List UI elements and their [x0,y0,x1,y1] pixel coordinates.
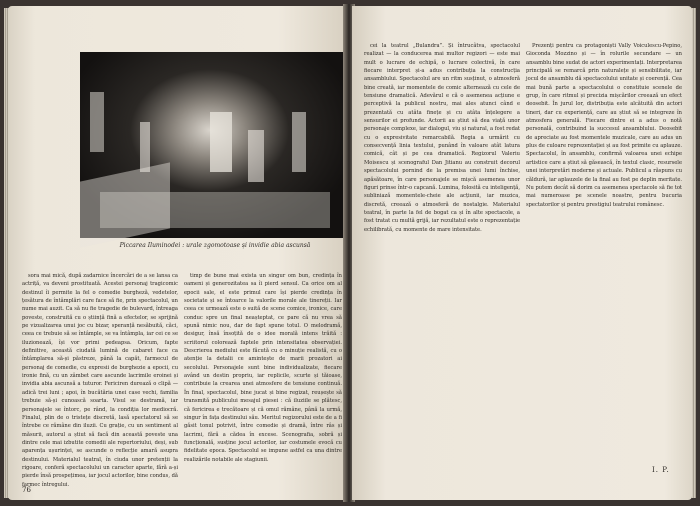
left-page [8,6,346,500]
right-page [352,6,692,500]
paragraph: cei la teatrul „Bulandra”. Și întrucâtva, spectacolul realizat — la conducerea mai multor regizori — este mai mult o lucrare de echipă, o lucrare colectivă, în care fiecare interpret și-a adus contribuția la construcția ansamblului. Spectacolul are un ritm susținut, o atmosferă bine creată, iar momentele de comic alternează cu cele de tensiune dramatică. Adevărul e că o asemenea acțiune e perceptivă la publicul nostru, mai ales atunci când e prezentată cu atâta finețe și cu atâta înțelegere a sensurilor ei profunde. Actorii au știut să dea viață unor personaje complexe, iar dialogul, viu și natural, a fost redat cu o expresivitate remarcabilă. Regia a urmărit cu consecvență linia textului, punând în valoare atât latura comică, cât și pe cea dramatică. Regizorul Valeriu Moisescu și scenograful Dan Jitianu au construit decorul spectacolului pornind de la premisa unei lumi închise, apăsătoare, în care personajele se mișcă asemenea unor figuri prinse într-o capcană. Lumina, folosită cu inteligență, subliniază momentele-cheie ale acțiunii, iar muzica, discretă, creează o atmosferă de nostalgie. Materialul teatral, în parte la fel de bogat ca și în alte spectacole, a fost tratat cu multă grijă, iar rezultatul este o reprezentație echilibrată, cu momente de mare intensitate. [364,43,520,233]
photo-caption: Piccarea Iluminodei : urale zgomotoase și invidie abia ascunsă [119,242,311,249]
photo-figure [90,92,104,152]
author-signature: I. P. [652,466,670,474]
left-page-column-2 [184,272,342,494]
page-number: 76 [22,486,31,494]
paragraph: sora mai mică, după zadarnice încercări de a se lansa ca actriță, va deveni prostituată. Acestei personaj tragicomic destinul îi permite la fel o comedie burgheză, vedetelor, țesătura de întâmplări care face să fie, prin spectacolul, un nume mai auzit. Ca să nu fie tragedie de bulevard, întreaga poveste, construită cu o știință fină a efectelor, se sprijină pe vizualizarea unui joc cu bizar, speranță nesăbuită, căci, ceea ce trebuie să se întâmple, se va întâmpla, iar cei ce se iluzionează, își vor primi pedeapsa. Oricum, fapte definitive, această ciudată lumină de cabaret face ca întâmplarea să-și păstreze, până la capăt, farmecul de personaj de comedie, cu expresii de burghezie a epocii, cu ironie fină, cu un zâmbet care ascunde lacrimile eroinei și invidia abia ascunsă a tuturor. Fericiren durează o clipă — adică trei luni ; apoi, în bucătăria unei case vechi, familia trebuie să-și cunoască soarta. Visul se destramă, iar personajele se întorc, pe rând, la condiția lor mediocră. Finalul, plin de o tristețe discretă, lasă spectatorul să se întrebe ce rămâne din iluzii. Cu grație, cu un sentiment al măsurii, autorul a știut să facă din această poveste una dintre cele mai izbutite comedii ale repertoriului, deși, sub aparența ușurinței, se ascunde o reflecție amară asupra destinului. Materialul teatral, în ciuda unor pretenții la rigoare, conferă spectacolului un caracter aparte, fără a-și pierde însă prospețimea, iar jocul actorilor, bine condus, dă farmec întregului. [22,273,178,488]
right-page-column-1 [364,42,520,494]
photo-figure [140,122,150,172]
photo-figure [292,112,306,172]
right-page-column-2 [526,42,682,460]
photo-figure [248,130,264,182]
photo-foreground-crowd [80,162,170,247]
left-page-column-1 [22,272,178,488]
stage-photograph [80,52,350,238]
paragraph: Prezenți pentru ca protagoniști Vally Voiculescu-Pepino, Gioconda Mozzino și — în rolurile secundare — un ansamblu bine sudat de actori experimentați. Interpretarea principală se remarcă prin naturalețe și sensibilitate, iar jocul de ansamblu dă spectacolului unitate și coerență. Cea mai bună parte a spectacolului o constituie scenele de grup, în care ritmul și precizia mișcărilor creează un efect deosebit. În jurul lor, distribuția este alcătuită din actori tineri, dar cu experiență, care au știut să se integreze în atmosfera generală. Fiecare dintre ei a adus o notă personală, contribuind la succesul ansamblului. Deosebit de apreciate au fost momentele muzicale, care au adus un plus de culoare reprezentației și au fost primite cu aplauze. Spectacolul, în ansamblu, confirmă valoarea unei echipe artistice care a știut să găsească, în textul clasic, resursele unei interpretări moderne și actuale. Publicul a răspuns cu căldură, iar aplauzele de la final au fost pe deplin meritate. Nu putem decât să dorim ca asemenea spectacole să fie tot mai numeroase pe scenele noastre, pentru bucuria spectatorilor și pentru prestigiul teatrului românesc. [526,43,682,208]
photo-figure [210,112,232,172]
paragraph: timp de bune mai exista un singur om bun, credința în oameni și generozitatea sa îi pierd sensul. Ca orice om al epocii sale, el este primul care își pierde credința în societate și se întoarce la valorile morale ale tinereții. Iar ceea ce urmează este o suită de scene comice, ironice, care conduc spre un final neașteptat, ce pare că nu vrea să spună nimic nou, dar de fapt spune totul. O melodramă, desigur, însă însoțită de o idee morală intens trăită : scriitorul colorează faptele prin intensitatea observației. Descrierea mediului este făcută cu o minuție realistă, cu o atenție la detalii ce amintește de marii prozatori ai secolului. Personajele sunt bine individualizate, fiecare având un destin propriu, iar replicile, scurte și tăioase, contribuie la crearea unei atmosfere de tensiune continuă. În final, spectacolul, bine jucat și bine regizat, reușește să transmită publicului mesajul piesei : că iluziile se plătesc, că fericirea e trecătoare și că omul rămâne, până la urmă, singur în fața destinului său. Meritul regizorului este de a fi găsit tonul potrivit, între comedie și dramă, între râs și lacrimi, fără a cădea în excese. Scenografia, sobră și funcțională, susține jocul actorilor, iar costumele evocă cu fidelitate epoca. Spectacolul se impune astfel ca una dintre realizările notabile ale stagiunii. [184,273,342,463]
